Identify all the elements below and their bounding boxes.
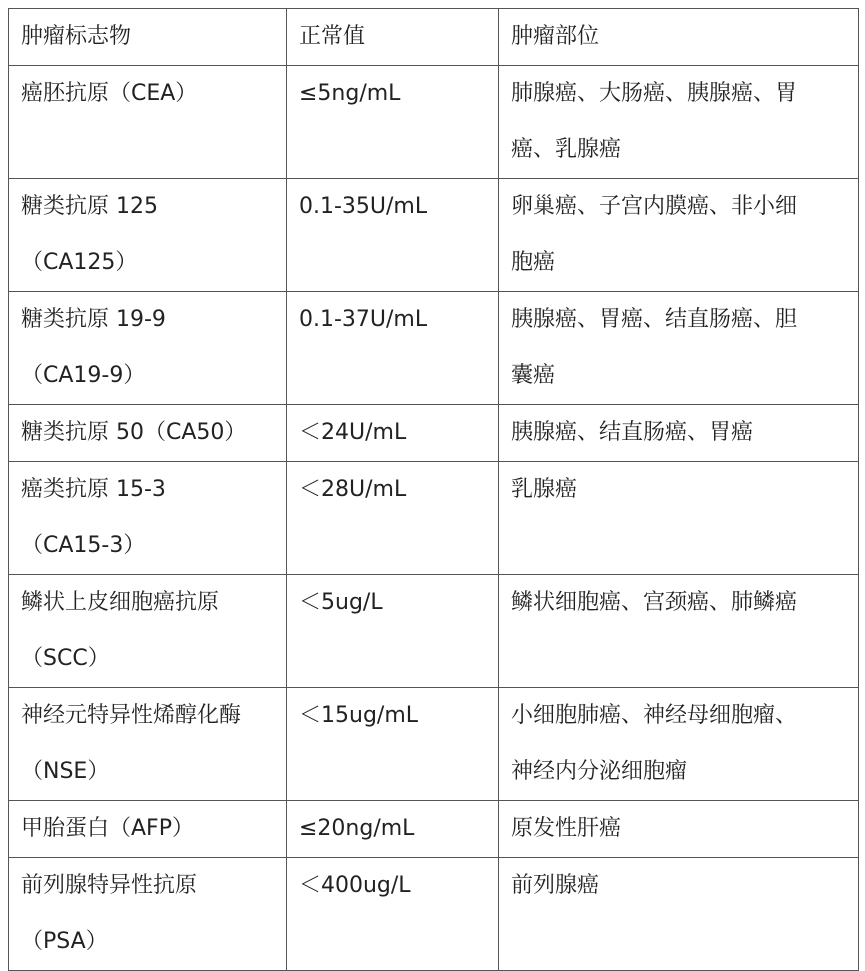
marker-name: 神经元特异性烯醇化酶 [21, 703, 242, 728]
tumor-site-line: 癌、乳腺癌 [511, 137, 622, 162]
marker-cell [9, 405, 287, 462]
marker-cell [9, 66, 287, 179]
marker-name: 糖类抗原 50（CA50） [21, 420, 247, 445]
tumor-site-cell [499, 292, 859, 405]
tumor-site-cell [499, 66, 859, 179]
tumor-site-cell [499, 688, 859, 801]
tumor-site-cell [499, 462, 859, 575]
header-normal-value: 正常值 [287, 9, 499, 66]
marker-abbrev: （PSA） [21, 929, 108, 954]
table-row [9, 179, 859, 292]
table-row [9, 688, 859, 801]
marker-cell [9, 575, 287, 688]
marker-name: 糖类抗原 19-9 [21, 307, 166, 332]
tumor-site-line: 胞癌 [511, 250, 556, 275]
tumor-site-cell [499, 858, 859, 971]
marker-abbrev: （SCC） [21, 646, 110, 671]
tumor-site-line: 卵巢癌、子宫内膜癌、非小细 [511, 194, 798, 219]
tumor-marker-table [8, 8, 859, 971]
table-row [9, 575, 859, 688]
marker-name: 前列腺特异性抗原 [21, 873, 198, 898]
table-row [9, 801, 859, 858]
marker-abbrev: （CA19-9） [21, 363, 146, 388]
tumor-site-line: 囊癌 [511, 363, 556, 388]
normal-value-cell: 0.1-37U/mL [287, 292, 499, 405]
normal-value-cell: ≤20ng/mL [287, 801, 499, 858]
tumor-site-cell [499, 801, 859, 858]
table-row [9, 405, 859, 462]
marker-cell [9, 179, 287, 292]
tumor-site-cell [499, 179, 859, 292]
marker-name: 鳞状上皮细胞癌抗原 [21, 590, 220, 615]
table-row [9, 858, 859, 971]
tumor-site-line: 小细胞肺癌、神经母细胞瘤、 [511, 703, 798, 728]
table-header-row [9, 9, 859, 66]
marker-cell [9, 801, 287, 858]
table-row [9, 66, 859, 179]
tumor-site-cell [499, 575, 859, 688]
tumor-site-line: 鳞状细胞癌、宫颈癌、肺鳞癌 [511, 590, 798, 615]
marker-abbrev: （CA15-3） [21, 533, 146, 558]
table-row [9, 292, 859, 405]
normal-value-cell: ＜400ug/L [287, 858, 499, 971]
marker-cell [9, 292, 287, 405]
tumor-site-line: 原发性肝癌 [511, 816, 622, 841]
marker-cell [9, 858, 287, 971]
marker-name: 甲胎蛋白（AFP） [21, 816, 194, 841]
marker-name: 癌类抗原 15-3 [21, 477, 166, 502]
tumor-site-line: 胰腺癌、胃癌、结直肠癌、胆 [511, 307, 798, 332]
normal-value-cell: ＜28U/mL [287, 462, 499, 575]
normal-value-cell: ＜5ug/L [287, 575, 499, 688]
tumor-site-line: 胰腺癌、结直肠癌、胃癌 [511, 420, 754, 445]
marker-cell [9, 462, 287, 575]
marker-abbrev: （NSE） [21, 759, 110, 784]
marker-abbrev: （CA125） [21, 250, 138, 275]
normal-value-cell: 0.1-35U/mL [287, 179, 499, 292]
tumor-site-line: 肺腺癌、大肠癌、胰腺癌、胃 [511, 81, 798, 106]
header-tumor-site: 肿瘤部位 [499, 9, 859, 66]
tumor-site-cell [499, 405, 859, 462]
tumor-site-line: 前列腺癌 [511, 873, 600, 898]
tumor-site-line: 神经内分泌细胞瘤 [511, 759, 688, 784]
tumor-site-line: 乳腺癌 [511, 477, 578, 502]
normal-value-cell: ＜15ug/mL [287, 688, 499, 801]
normal-value-cell: ＜24U/mL [287, 405, 499, 462]
table-row [9, 462, 859, 575]
marker-cell [9, 688, 287, 801]
header-marker: 肿瘤标志物 [9, 9, 287, 66]
marker-name: 糖类抗原 125 [21, 194, 158, 219]
normal-value-cell: ≤5ng/mL [287, 66, 499, 179]
marker-name: 癌胚抗原（CEA） [21, 81, 198, 106]
